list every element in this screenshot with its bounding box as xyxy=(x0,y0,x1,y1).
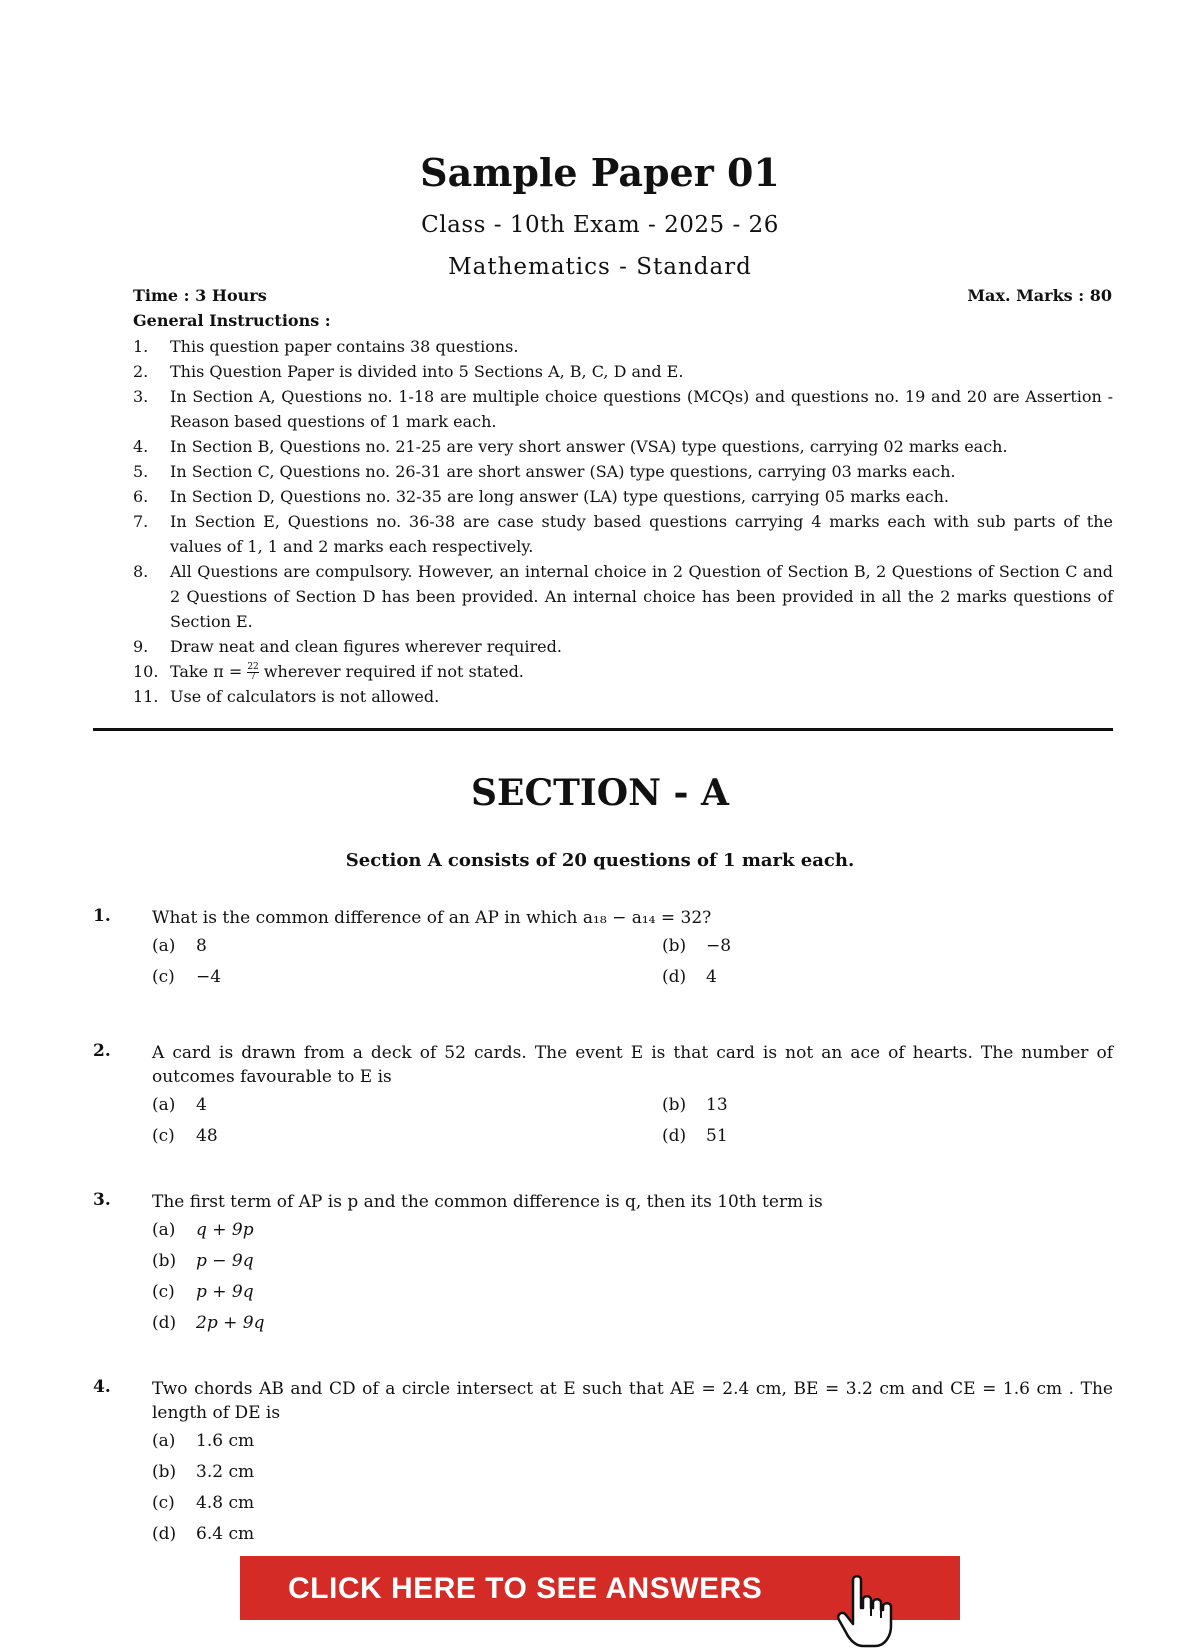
instruction-text: In Section E, Questions no. 36-38 are case study based questions carrying 4 marks each with sub parts of the values of 1, 1 and 2 marks each respectively. xyxy=(170,512,1113,556)
question-text: What is the common difference of an AP in which a₁₈ − a₁₄ = 32? xyxy=(152,908,712,928)
instruction-text: In Section B, Questions no. 21-25 are very short answer (VSA) type questions, carrying 02 marks each. xyxy=(170,437,1008,456)
option-label: (d) xyxy=(152,1312,177,1333)
question-2 xyxy=(93,1041,1113,1151)
instructions-list xyxy=(133,334,1113,709)
section-title: SECTION - A xyxy=(471,772,729,814)
instruction-number: 5. xyxy=(133,462,149,481)
option-label: (d) xyxy=(662,1125,687,1146)
question-options xyxy=(152,1425,1113,1549)
instruction-item xyxy=(133,559,1113,634)
question-text: A card is drawn from a deck of 52 cards. The event E is that card is not an ace of hearts. The number of outcomes favourable to E is xyxy=(152,1043,1113,1087)
instruction-item xyxy=(133,459,1113,484)
question-4 xyxy=(93,1377,1113,1549)
option-label: (b) xyxy=(662,935,687,956)
option-label: (b) xyxy=(152,1461,177,1482)
option-text: −4 xyxy=(196,966,222,987)
instruction-number: 9. xyxy=(133,637,149,656)
option-c xyxy=(152,1126,662,1146)
option-b xyxy=(662,936,1113,956)
time-label: Time : 3 Hours xyxy=(133,286,267,305)
option-text: −8 xyxy=(706,935,732,956)
option-d xyxy=(662,1126,1113,1146)
option-b xyxy=(152,1456,1113,1487)
instruction-number: 4. xyxy=(133,437,149,456)
option-a xyxy=(152,1425,1113,1456)
option-text: 51 xyxy=(706,1125,728,1146)
instruction-text: In Section C, Questions no. 26-31 are short answer (SA) type questions, carrying 03 marks each. xyxy=(170,462,956,481)
instruction-text: All Questions are compulsory. However, an internal choice in 2 Question of Section B, 2 Questions of Section C and 2 Questions of Section D has been provided. An internal choice has been provided in all the 2 marks questions of Section E. xyxy=(170,562,1113,631)
fraction-denominator: 7 xyxy=(250,672,256,682)
option-c xyxy=(152,1276,1113,1307)
pi-fraction xyxy=(247,663,258,682)
option-text: 13 xyxy=(706,1094,728,1115)
pointing-hand-icon[interactable] xyxy=(835,1574,915,1650)
paper-title: Sample Paper 01 xyxy=(420,150,780,195)
option-text: 6.4 cm xyxy=(196,1523,255,1544)
instruction-item xyxy=(133,384,1113,434)
option-label: (c) xyxy=(152,1492,175,1513)
instructions-heading: General Instructions : xyxy=(133,311,331,330)
option-b xyxy=(152,1245,1113,1276)
instruction-text xyxy=(170,659,1113,684)
question-number: 2. xyxy=(93,1041,111,1061)
option-text: 1.6 cm xyxy=(196,1430,255,1451)
see-answers-label: CLICK HERE TO SEE ANSWERS xyxy=(288,1572,763,1605)
instruction-text: In Section D, Questions no. 32-35 are long answer (LA) type questions, carrying 05 marks each. xyxy=(170,487,949,506)
option-text: 48 xyxy=(196,1125,218,1146)
option-text: 4 xyxy=(706,966,717,987)
question-options xyxy=(152,1214,1113,1338)
question-text: Two chords AB and CD of a circle intersect at E such that AE = 2.4 cm, BE = 3.2 cm and CE = 1.6 cm . The length of DE is xyxy=(152,1379,1113,1423)
instruction-number: 10. xyxy=(133,662,159,681)
option-label: (b) xyxy=(662,1094,687,1115)
option-label: (a) xyxy=(152,1094,176,1115)
exam-subtitle: Class - 10th Exam - 2025 - 26 xyxy=(421,212,779,238)
option-text: p − 9q xyxy=(196,1250,254,1271)
option-d xyxy=(152,1307,1113,1338)
option-text: 2p + 9q xyxy=(196,1312,265,1333)
option-label: (c) xyxy=(152,966,175,987)
instruction-item xyxy=(133,634,1113,659)
option-label: (d) xyxy=(662,966,687,987)
option-c xyxy=(152,967,662,987)
instruction-number: 6. xyxy=(133,487,149,506)
question-number: 1. xyxy=(93,906,111,926)
instruction-number: 1. xyxy=(133,337,149,356)
option-text: p + 9q xyxy=(196,1281,254,1302)
instruction-item xyxy=(133,509,1113,559)
option-a xyxy=(152,936,662,956)
max-marks-label: Max. Marks : 80 xyxy=(967,286,1112,305)
instruction-number: 3. xyxy=(133,387,149,406)
question-3 xyxy=(93,1190,1113,1338)
option-text: 8 xyxy=(196,935,207,956)
option-text: q + 9p xyxy=(196,1219,254,1240)
instruction-text: Draw neat and clean figures wherever required. xyxy=(170,637,562,656)
instruction-item xyxy=(133,659,1113,684)
option-label: (b) xyxy=(152,1250,177,1271)
option-text: 3.2 cm xyxy=(196,1461,255,1482)
question-text: The first term of AP is p and the common difference is q, then its 10th term is xyxy=(152,1192,823,1212)
option-label: (c) xyxy=(152,1281,175,1302)
instruction-number: 7. xyxy=(133,512,149,531)
instruction-text-before: Take π = xyxy=(170,662,248,681)
option-label: (a) xyxy=(152,935,176,956)
section-divider xyxy=(93,728,1113,731)
instruction-number: 8. xyxy=(133,562,149,581)
section-subtitle: Section A consists of 20 questions of 1 mark each. xyxy=(345,850,855,871)
question-number: 3. xyxy=(93,1190,111,1210)
option-d xyxy=(152,1518,1113,1549)
instruction-item xyxy=(133,359,1113,384)
option-label: (a) xyxy=(152,1219,176,1240)
option-a xyxy=(152,1095,662,1115)
instruction-number: 2. xyxy=(133,362,149,381)
question-options xyxy=(152,930,1113,992)
instruction-number: 11. xyxy=(133,687,159,706)
subject-title: Mathematics - Standard xyxy=(448,254,752,280)
instruction-text-after: wherever required if not stated. xyxy=(258,662,524,681)
instruction-text: In Section A, Questions no. 1-18 are multiple choice questions (MCQs) and questions no. 19 and 20 are Assertion - Reason based questions of 1 mark each. xyxy=(170,387,1113,431)
instruction-text: Use of calculators is not allowed. xyxy=(170,687,440,706)
option-b xyxy=(662,1095,1113,1115)
question-number: 4. xyxy=(93,1377,111,1397)
option-text: 4 xyxy=(196,1094,207,1115)
option-label: (c) xyxy=(152,1125,175,1146)
instruction-text: This Question Paper is divided into 5 Sections A, B, C, D and E. xyxy=(170,362,684,381)
instruction-text: This question paper contains 38 questions. xyxy=(170,337,519,356)
instruction-item xyxy=(133,484,1113,509)
question-options xyxy=(152,1089,1113,1151)
option-label: (a) xyxy=(152,1430,176,1451)
question-1 xyxy=(93,906,1113,992)
instruction-item xyxy=(133,334,1113,359)
option-text: 4.8 cm xyxy=(196,1492,255,1513)
fraction-numerator: 22 xyxy=(247,662,259,672)
instruction-item xyxy=(133,434,1113,459)
option-d xyxy=(662,967,1113,987)
option-a xyxy=(152,1214,1113,1245)
instruction-item xyxy=(133,684,1113,709)
option-label: (d) xyxy=(152,1523,177,1544)
option-c xyxy=(152,1487,1113,1518)
